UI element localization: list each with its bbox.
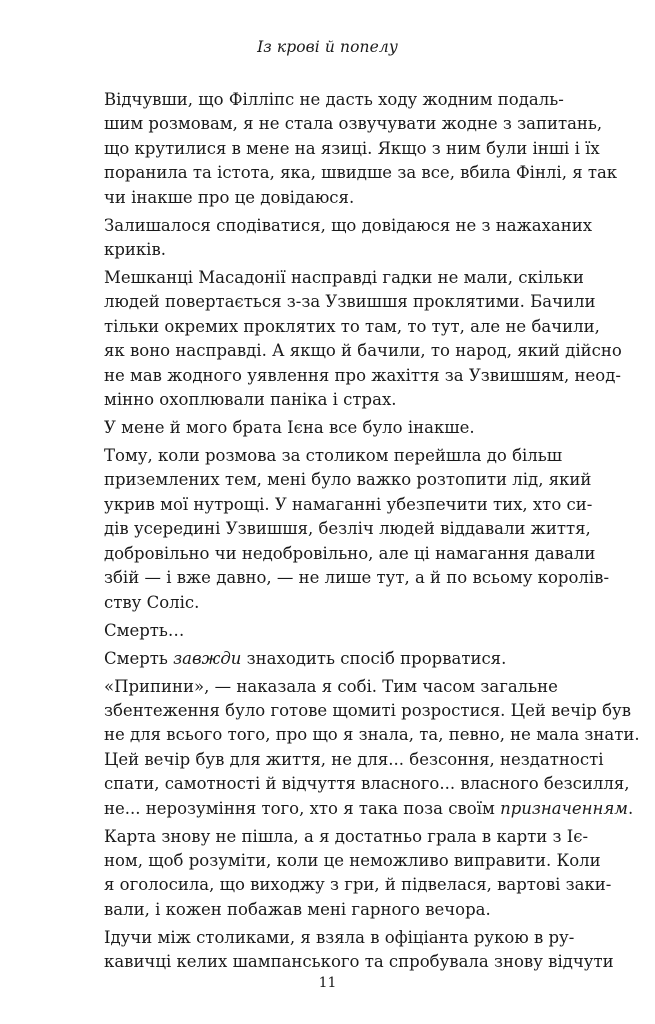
text-line: мінно охоплювали паніка і страх. — [104, 390, 397, 410]
text-line: добровільно чи недобровільно, але ці намагання давали — [104, 543, 596, 563]
text-line: як воно насправді. А якщо й бачили, то народ, який дійсно — [104, 341, 622, 361]
text-line: що крутилися в мене на язиці. Якщо з ним були інші і їх — [104, 138, 600, 158]
text-line: «Припини», — наказала я собі. Тим часом загальне — [104, 676, 558, 696]
page-number: 11 — [318, 975, 337, 991]
text-line: ству Соліс. — [104, 592, 200, 612]
text-line: приземлених тем, мені було важко розтопити лід, який — [104, 470, 592, 490]
text-line: ном, щоб розуміти, коли це неможливо виправити. Коли — [104, 850, 601, 870]
text-line: криків. — [104, 240, 166, 260]
text-line: тільки окремих проклятих то там, то тут, але не бачили, — [104, 316, 600, 336]
text-line: людей повертається з-за Узвишшя проклятими. Бачили — [104, 292, 596, 312]
paragraph — [104, 214, 593, 263]
paragraph — [104, 88, 618, 210]
running-header: Із крові й попелу — [257, 38, 398, 56]
text-line: вали, і кожен побажав мені гарного вечора. — [104, 899, 491, 919]
text-line: Мешканці Масадонії насправді гадки не мали, скільки — [104, 268, 584, 288]
paragraph — [104, 675, 640, 821]
paragraph — [104, 825, 612, 923]
paragraph — [104, 619, 555, 643]
text-line: збентеження було готове щомиті розростися. Цей вечір був — [104, 700, 632, 720]
text-line: Тому, коли розмова за столиком перейшла до більш — [104, 446, 563, 466]
text-line: дів усередині Узвишшя, безліч людей віддавали життя, — [104, 519, 591, 539]
text-line: Карта знову не пішла, а я достатньо грала в карти з Іє- — [104, 826, 589, 846]
text-line: шим розмовам, я не стала озвучувати жодне з запитань, — [104, 114, 603, 134]
paragraph — [104, 416, 555, 440]
text-line: Смерть завжди знаходить спосіб прорватися. — [104, 648, 507, 668]
paragraph — [104, 647, 555, 671]
text-line: не для всього того, про що я знала, та, певно, не мала знати. — [104, 725, 640, 745]
text-line: збій — і вже давно, — не лише тут, а й по всьому королів- — [104, 568, 610, 588]
text-line: кавичці келих шампанського та спробувала знову відчути — [104, 952, 614, 972]
text-line: Залишалося сподіватися, що довідаюся не з нажаханих — [104, 215, 593, 235]
text-line: я оголосила, що виходжу з гри, й підвелася, вартові заки- — [104, 875, 612, 895]
text-line: Відчувши, що Філліпс не дасть ходу жодним подаль- — [104, 90, 564, 109]
paragraph — [104, 444, 610, 615]
text-line: поранила та істота, яка, швидше за все, вбила Фінлі, я так — [104, 163, 618, 183]
body-text — [104, 88, 640, 975]
text-line: У мене й мого брата Ієна все було інакше. — [104, 418, 475, 438]
text-line: Ідучи між столиками, я взяла в офіціанта рукою в ру- — [104, 927, 575, 947]
text-line: Цей вечір був для життя, не для... безсоння, нездатності — [104, 749, 604, 769]
paragraph — [104, 926, 614, 975]
text-line: укрив мої нутрощі. У намаганні убезпечити тих, хто си- — [104, 494, 593, 514]
text-line: не... нерозуміння того, хто я така поза своїм призначенням. — [104, 798, 634, 818]
text-line: спати, самотності й відчуття власного... власного безсилля, — [104, 774, 630, 794]
text-line: чи інакше про це довідаюся. — [104, 187, 355, 207]
text-line: Смерть… — [104, 620, 185, 640]
paragraph — [104, 266, 622, 412]
text-line: не мав жодного уявлення про жахіття за Узвишшям, неод- — [104, 365, 621, 385]
